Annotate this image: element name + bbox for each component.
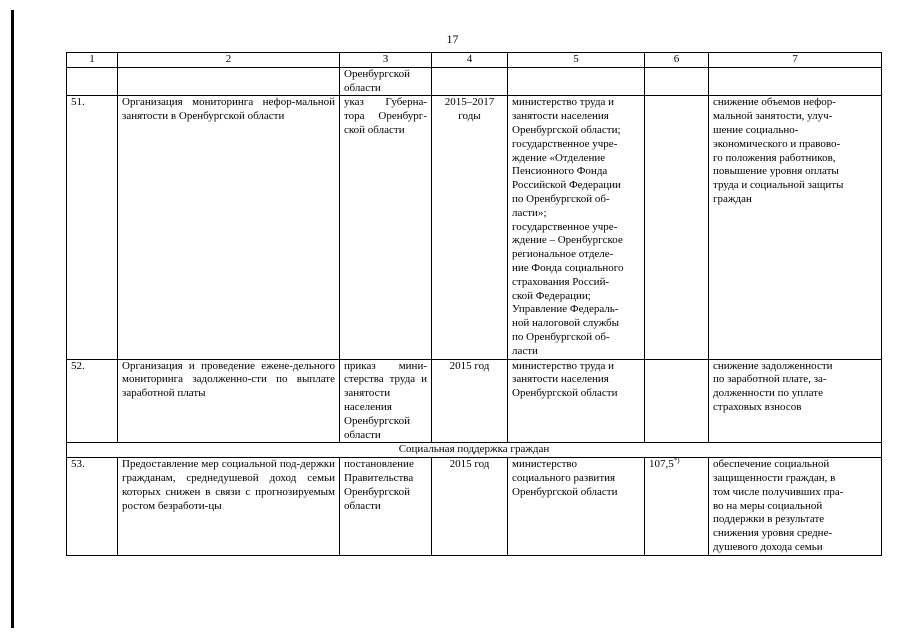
footnote-mark: *) <box>673 456 680 465</box>
binding-margin-line <box>11 10 14 628</box>
continuation-row <box>67 67 882 96</box>
result-cell: снижение задолженности по заработной плате, за- долженности по уплате страховых взносов <box>709 359 882 443</box>
result-cell: обеспечение социальной защищенности граждан, в том числе получивших пра- во на меры социальной поддержки в результате снижения уровня средне- душевого дохода семьи <box>709 458 882 556</box>
page-number: 17 <box>446 32 459 46</box>
term-cell: 2015 год <box>432 359 508 443</box>
col-header-1: 1 <box>67 53 118 68</box>
table-row <box>67 458 882 556</box>
measures-table <box>66 52 882 556</box>
table-row <box>67 96 882 359</box>
term-cell: 2015–2017 годы <box>432 96 508 359</box>
term-cell: 2015 год <box>432 458 508 556</box>
row-number: 51. <box>67 96 118 359</box>
measure-cell: Организация мониторинга нефор-мальной занятости в Оренбургской области <box>118 96 340 359</box>
document-cell: указ Губерна-тора Оренбург-ской области <box>340 96 432 359</box>
section-row <box>67 443 882 458</box>
measure-cell: Организация и проведение ежене-дельного мониторинга задолженно-сти по выплате заработной платы <box>118 359 340 443</box>
executors-cell: министерство социального развития Оренбургской области <box>508 458 645 556</box>
col-header-2: 2 <box>118 53 340 68</box>
table-row <box>67 359 882 443</box>
funding-cell <box>645 359 709 443</box>
section-title: Социальная поддержка граждан <box>67 443 882 458</box>
column-number-row <box>67 53 882 68</box>
col-header-5: 5 <box>508 53 645 68</box>
col-header-7: 7 <box>709 53 882 68</box>
result-cell: снижение объемов нефор- мальной занятости, улуч- шение социально- экономического и правово- го положения работников, повышение уровня оплаты труда и социальной защиты граждан <box>709 96 882 359</box>
col-header-3: 3 <box>340 53 432 68</box>
document-cell: приказ мини-стерства труда и занятости населения Оренбургской области <box>340 359 432 443</box>
row-number: 53. <box>67 458 118 556</box>
document-cell: постановление Правительства Оренбургской области <box>340 458 432 556</box>
col-header-4: 4 <box>432 53 508 68</box>
funding-cell <box>645 96 709 359</box>
executors-cell: министерство труда и занятости населения Оренбургской области <box>508 359 645 443</box>
measure-cell: Предоставление мер социальной под-держки гражданам, среднедушевой доход семьи которых снижен в связи с прогнозируемым ростом безработи-цы <box>118 458 340 556</box>
continuation-doc-cell: Оренбургской области <box>340 67 432 96</box>
executors-cell: министерство труда и занятости населения Оренбургской области; государственное учре- ждение «Отделение Пенсионного Фонда Российской Федерации по Оренбургской об- ласти»; государственное учре- ждение – Оренбургское региональное отделе- ние Фонда социального страхования Россий- ской Федерации; Управление Федераль- ной налоговой службы по Оренбургской об- ласти <box>508 96 645 359</box>
row-number: 52. <box>67 359 118 443</box>
funding-value: 107,5 <box>649 458 674 471</box>
col-header-6: 6 <box>645 53 709 68</box>
funding-cell <box>645 458 709 556</box>
